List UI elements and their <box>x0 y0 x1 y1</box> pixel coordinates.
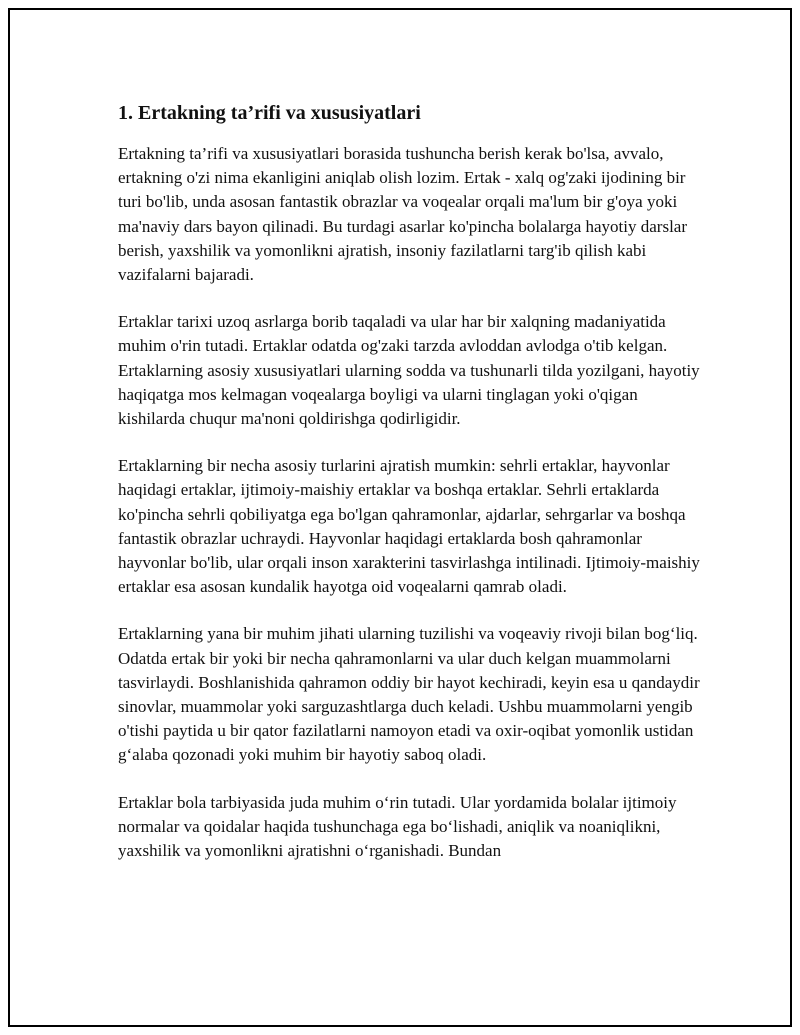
section-heading: 1. Ertakning ta’rifi va xususiyatlari <box>118 102 421 124</box>
paragraph-1: Ertakning ta’rifi va xususiyatlari borasida tushuncha berish kerak bo'lsa, avvalo, ertakning o'zi nima ekanligini aniqlab olish lozim. Ertak - xalq og'zaki ijodining bir turi bo'lib, unda asosan fantastik obrazlar va voqealar orqali ma'lum bir g'oya yoki ma'naviy dars bayon qilinadi. Bu turdagi asarlar ko'pincha bolalarga hayotiy darslar berish, yaxshilik va yomonlikni ajratish, insoniy fazilatlarni targ'ib qilish kabi vazifalarni bajaradi. <box>118 144 688 285</box>
paragraph-3: Ertaklarning bir necha asosiy turlarini ajratish mumkin: sehrli ertaklar, hayvonlar haqidagi ertaklar, ijtimoiy-maishiy ertaklar va boshqa ertaklar. Sehrli ertaklarda ko'pincha sehrli qobiliyatga ega bo'lgan qahramonlar, ajdarlar, sehrgarlar va boshqa fantastik obrazlar uchraydi. Hayvonlar haqidagi ertaklarda bosh qahramonlar hayvonlar bo'lib, ular orqali inson xarakterini tasvirlashga intilinadi. Ijtimoiy-maishiy ertaklar esa asosan kundalik hayotga oid voqealarni qamrab oladi. <box>118 456 700 597</box>
paragraph-5: Ertaklar bola tarbiyasida juda muhim o‘rin tutadi. Ular yordamida bolalar ijtimoiy normalar va qoidalar haqida tushunchaga ega bo‘lishadi, aniqlik va noaniqlikni, yaxshilik va yomonlikni ajratishni o‘rganishadi. Bundan <box>118 792 677 861</box>
document-page <box>8 8 792 1027</box>
paragraph-4: Ertaklarning yana bir muhim jihati ularning tuzilishi va voqeaviy rivoji bilan bog‘liq. Odatda ertak bir yoki bir necha qahramonlarni va ular duch kelgan muammolarni tasvirlaydi. Boshlanishida qahramon oddiy bir hayot kechiradi, keyin esa u qandaydir sinovlar, muammolar yoki sarguzashtlarga duch keladi. Ushbu muammolarni yengib o'tishi paytida u bir qator fazilatlarni namoyon etadi va oxir-oqibat yomonlik ustidan g‘alaba qozonadi yoki muhim bir hayotiy saboq oladi. <box>118 624 700 765</box>
paragraph-2: Ertaklar tarixi uzoq asrlarga borib taqaladi va ular har bir xalqning madaniyatida muhim o'rin tutadi. Ertaklar odatda og'zaki tarzda avloddan avlodga o'tib kelgan. Ertaklarning asosiy xususiyatlari ularning sodda va tushunarli tilda yozilgani, hayotiy haqiqatga mos kelmagan voqealarga boyligi va ularni tinglagan yoki o'qigan kishilarda chuqur ma'noni qoldirishga qodirligidir. <box>118 312 700 429</box>
document-body <box>118 98 708 886</box>
